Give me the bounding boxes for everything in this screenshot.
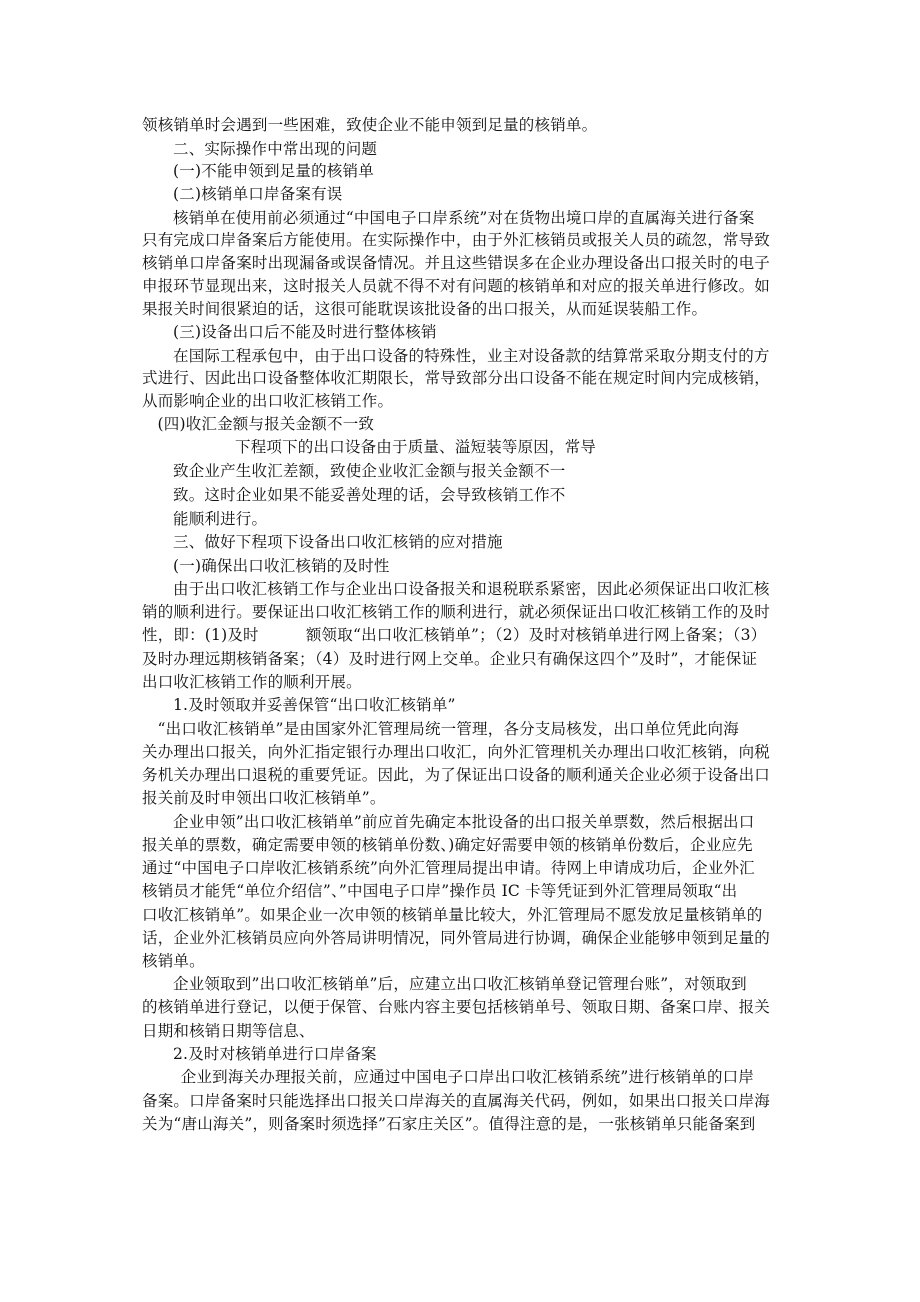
text-line: 只有完成口岸备案后方能使用。在实际操作中，由于外汇核销员或报关人员的疏忽，常导致	[142, 231, 771, 249]
text-line: 1.及时领取并妥善保管“出口收汇核销单”	[173, 696, 456, 714]
text-line: 核销单口岸备案时出现漏备或误备情况。并且这些错误多在企业办理设备出口报关时的电子	[142, 254, 771, 272]
text-line: (一)确保出口收汇核销的及时性	[173, 557, 390, 575]
text-line: (二)核销单口岸备案有误	[173, 185, 343, 203]
text-line: 能顺利进行。	[173, 510, 268, 528]
text-line: 申报环节显现出来，这时报关人员就不得不对有问题的核销单和对应的报关单进行修改。如	[142, 277, 771, 295]
text-line: 报关前及时申领出口收汇核销单”。	[142, 789, 386, 807]
text-line: 的核销单进行登记，以便于保管、台账内容主要包括核销单号、领取日期、备案口岸、报关	[142, 998, 771, 1016]
text-line: 从而影响企业的出口收汇核销工作。	[142, 392, 394, 410]
text-line: 式进行、因此出口设备整体收汇期限长，常导致部分出口设备不能在规定时间内完成核销，	[142, 369, 771, 387]
text-line: 核销员才能凭“单位介绍信”、”中国电子口岸”操作员 IC 卡等凭证到外汇管理局领取“出	[142, 882, 738, 900]
text-line: 致企业产生收汇差额，致使企业收汇金额与报关金额不一	[173, 462, 566, 480]
text-line: 果报关时间很紧迫的话，这很可能耽误该批设备的出口报关，从而延误装船工作。	[142, 300, 708, 318]
text-line: “出口收汇核销单”是由国家外汇管理局统一管理，各分支局核发，出口单位凭此向海	[157, 720, 739, 738]
text-line: 出口收汇核销工作的顺利开展。	[142, 673, 362, 691]
text-line: 务机关办理出口退税的重要凭证。因此，为了保证出口设备的顺利通关企业必须于设备出口	[142, 766, 771, 784]
text-line: 性，即：(1)及时 额领取“出口收汇核销单”；（2）及时对核销单进行网上备案；（3）	[142, 626, 767, 644]
text-line: 及时办理远期核销备案；（4）及时进行网上交单。企业只有确保这四个”及时”，才能保证	[142, 650, 758, 668]
text-line: (一)不能申领到足量的核销单	[173, 162, 374, 180]
text-line: 领核销单时会遇到一些困难，致使企业不能申领到足量的核销单。	[142, 116, 598, 134]
text-line: 关办理出口报关，向外汇指定银行办理出口收汇，向外汇管理机关办理出口收汇核销，向税	[142, 743, 771, 761]
text-line: 关为“唐山海关”，则备案时须选择”石家庄关区”。值得注意的是，一张核销单只能备案到	[142, 1115, 756, 1133]
text-line: 通过“中国电子口岸收汇核销系统”向外汇管理局提出申请。待网上申请成功后，企业外汇	[142, 859, 755, 877]
text-line: (三)设备出口后不能及时进行整体核销	[173, 323, 437, 341]
text-line: 三、做好下程项下设备出口收汇核销的应对措施	[173, 533, 503, 551]
text-line: 企业申领”出口收汇核销单”前应首先确定本批设备的出口报关单票数，然后根据出口	[173, 813, 755, 831]
text-line: 报关单的票数，确定需要申领的核销单份数、)确定好需要申领的核销单份数后，企业应先	[142, 836, 753, 854]
text-line: 在国际工程承包中，由于出口设备的特殊性，业主对设备款的结算常采取分期支付的方	[173, 347, 770, 365]
text-line: 致。这时企业如果不能妥善处理的话，会导致核销工作不	[173, 486, 566, 504]
text-line: 由于出口收汇核销工作与企业出口设备报关和退税联系紧密，因此必须保证出口收汇核	[173, 580, 770, 598]
text-line: 核销单。	[142, 952, 205, 970]
text-line: 企业领取到”出口收汇核销单”后，应建立出口收汇核销单登记管理台账”，对领取到	[173, 975, 747, 993]
text-line: 销的顺利进行。要保证出口收汇核销工作的顺利进行，就必须保证出口收汇核销工作的及时	[142, 603, 771, 621]
text-line: 二、实际操作中常出现的问题	[173, 140, 378, 158]
text-line: 核销单在使用前必须通过“中国电子口岸系统”对在货物出境口岸的直属海关进行备案	[173, 209, 755, 227]
text-line: 口收汇核销单”。如果企业一次申领的核销单量比较大，外汇管理局不愿发放足量核销单的	[142, 906, 763, 924]
text-line: 2.及时对核销单进行口岸备案	[173, 1045, 377, 1063]
text-line: 日期和核销日期等信息、	[142, 1022, 315, 1040]
text-line: 企业到海关办理报关前，应通过中国电子口岸出口收汇核销系统”进行核销单的口岸	[180, 1068, 755, 1086]
text-line: (四)收汇金额与报关金额不一致	[157, 415, 375, 433]
text-line: 下程项下的出口设备由于质量、溢短装等原因，常导	[235, 438, 597, 456]
text-line: 话，企业外汇核销员应向外答局讲明情况，同外管局进行协调，确保企业能够申领到足量的	[142, 929, 771, 947]
text-line: 备案。口岸备案时只能选择出口报关口岸海关的直属海关代码，例如，如果出口报关口岸海	[142, 1092, 771, 1110]
